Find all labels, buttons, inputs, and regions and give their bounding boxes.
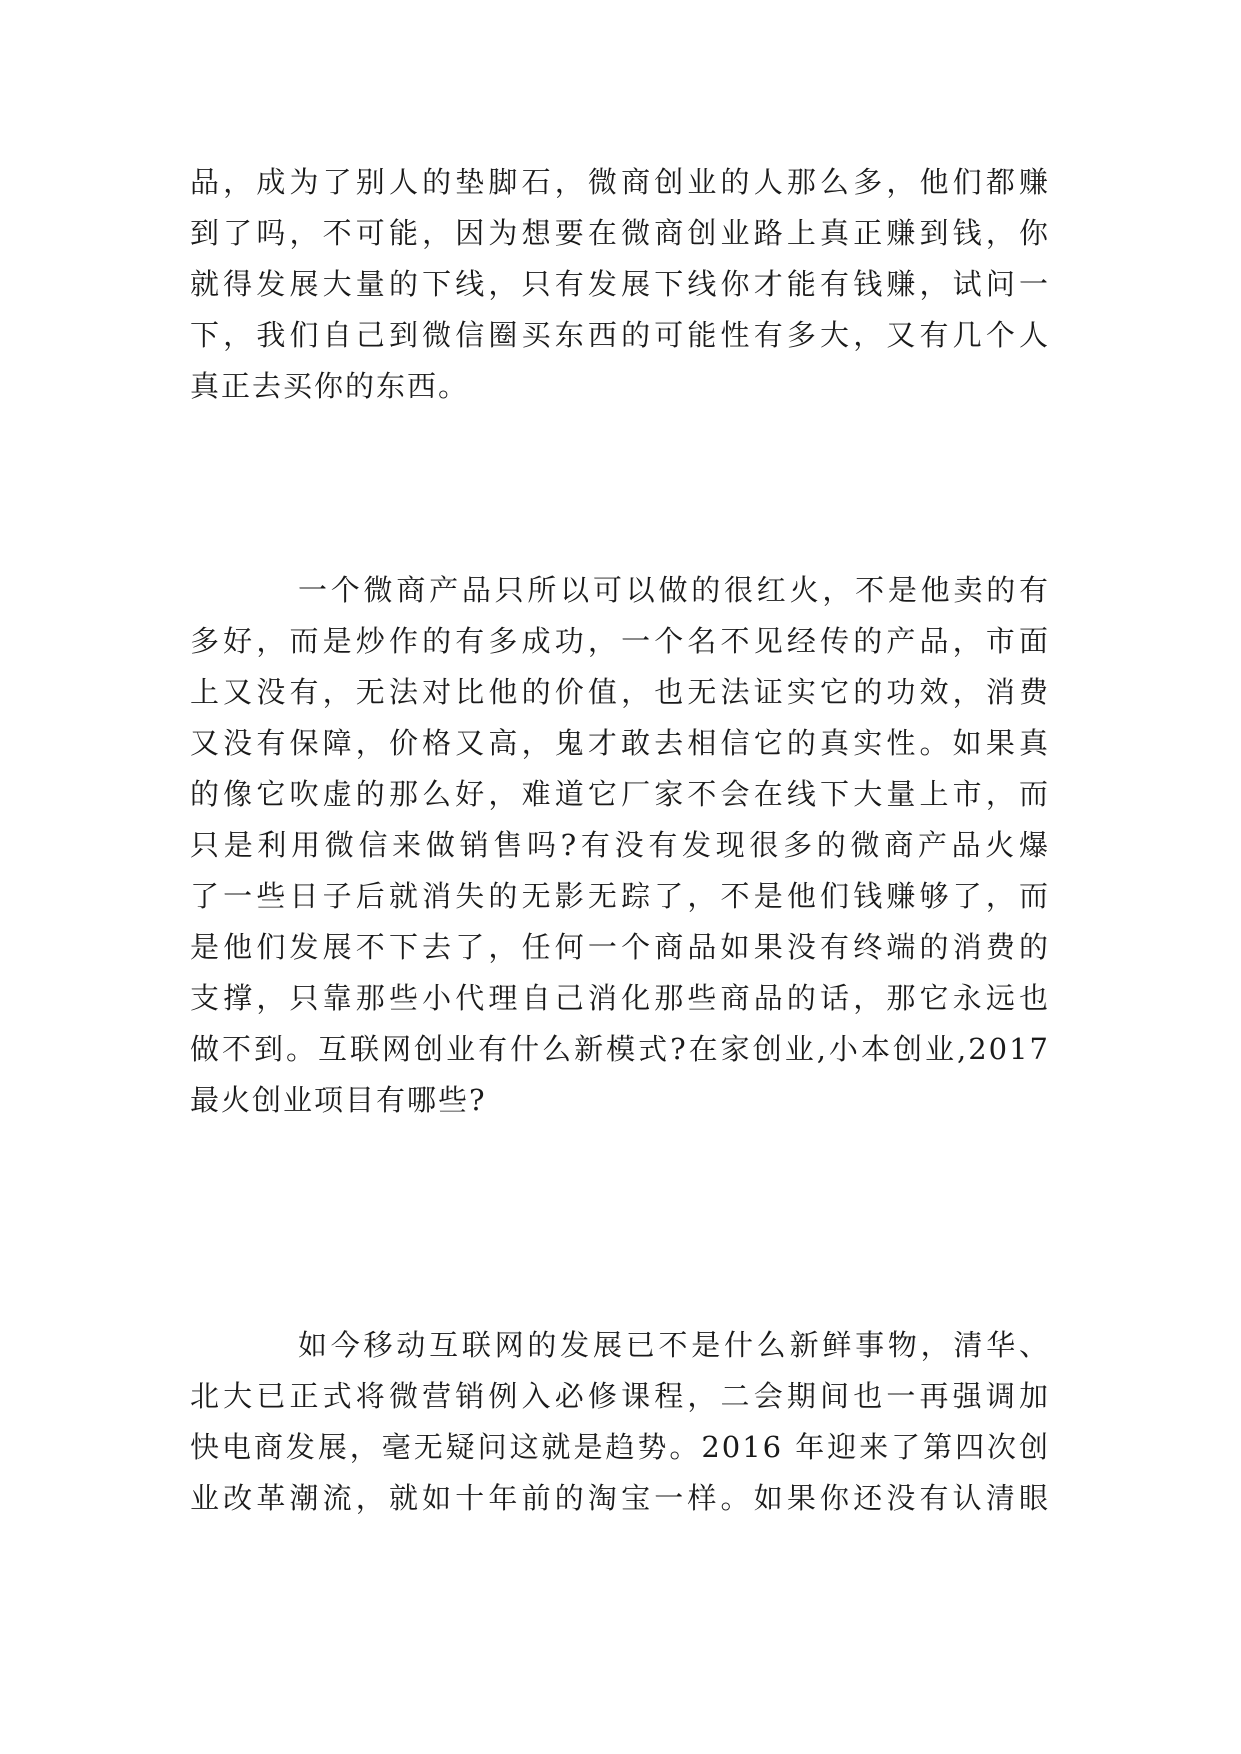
paragraph-3 — [190, 1320, 1050, 1524]
text-line: 又没有保障，价格又高，鬼才敢去相信它的真实性。如果真 — [190, 726, 1050, 760]
text-line: 支撑，只靠那些小代理自己消化那些商品的话，那它永远也 — [190, 981, 1050, 1015]
text-line: 如今移动互联网的发展已不是什么新鲜事物，清华、 — [298, 1328, 1050, 1362]
text-line: 到了吗，不可能，因为想要在微商创业路上真正赚到钱，你 — [190, 216, 1050, 250]
text-line: 真正去买你的东西。 — [190, 369, 470, 403]
text-line: 品，成为了别人的垫脚石，微商创业的人那么多，他们都赚 — [190, 165, 1050, 199]
text-line: 的像它吹虚的那么好，难道它厂家不会在线下大量上市，而 — [190, 777, 1050, 811]
text-line: 快电商发展，毫无疑问这就是趋势。2016 年迎来了第四次创 — [190, 1430, 1050, 1464]
text-line: 了一些日子后就消失的无影无踪了，不是他们钱赚够了，而 — [190, 879, 1050, 913]
text-line: 下，我们自己到微信圈买东西的可能性有多大，又有几个人 — [190, 318, 1050, 352]
text-line: 只是利用微信来做销售吗?有没有发现很多的微商产品火爆 — [190, 828, 1050, 862]
text-line: 上又没有，无法对比他的价值，也无法证实它的功效，消费 — [190, 675, 1050, 709]
text-line: 是他们发展不下去了，任何一个商品如果没有终端的消费的 — [190, 930, 1050, 964]
text-line: 多好，而是炒作的有多成功，一个名不见经传的产品，市面 — [190, 624, 1050, 658]
text-line: 最火创业项目有哪些? — [190, 1083, 487, 1117]
paragraph-1 — [190, 157, 1050, 412]
text-line: 北大已正式将微营销例入必修课程，二会期间也一再强调加 — [190, 1379, 1050, 1413]
text-line: 就得发展大量的下线，只有发展下线你才能有钱赚，试问一 — [190, 267, 1050, 301]
text-line: 做不到。互联网创业有什么新模式?在家创业,小本创业,2017 — [190, 1032, 1050, 1066]
text-line: 一个微商产品只所以可以做的很红火，不是他卖的有 — [298, 573, 1050, 607]
text-line: 业改革潮流，就如十年前的淘宝一样。如果你还没有认清眼 — [190, 1481, 1050, 1515]
paragraph-2 — [190, 565, 1050, 1126]
